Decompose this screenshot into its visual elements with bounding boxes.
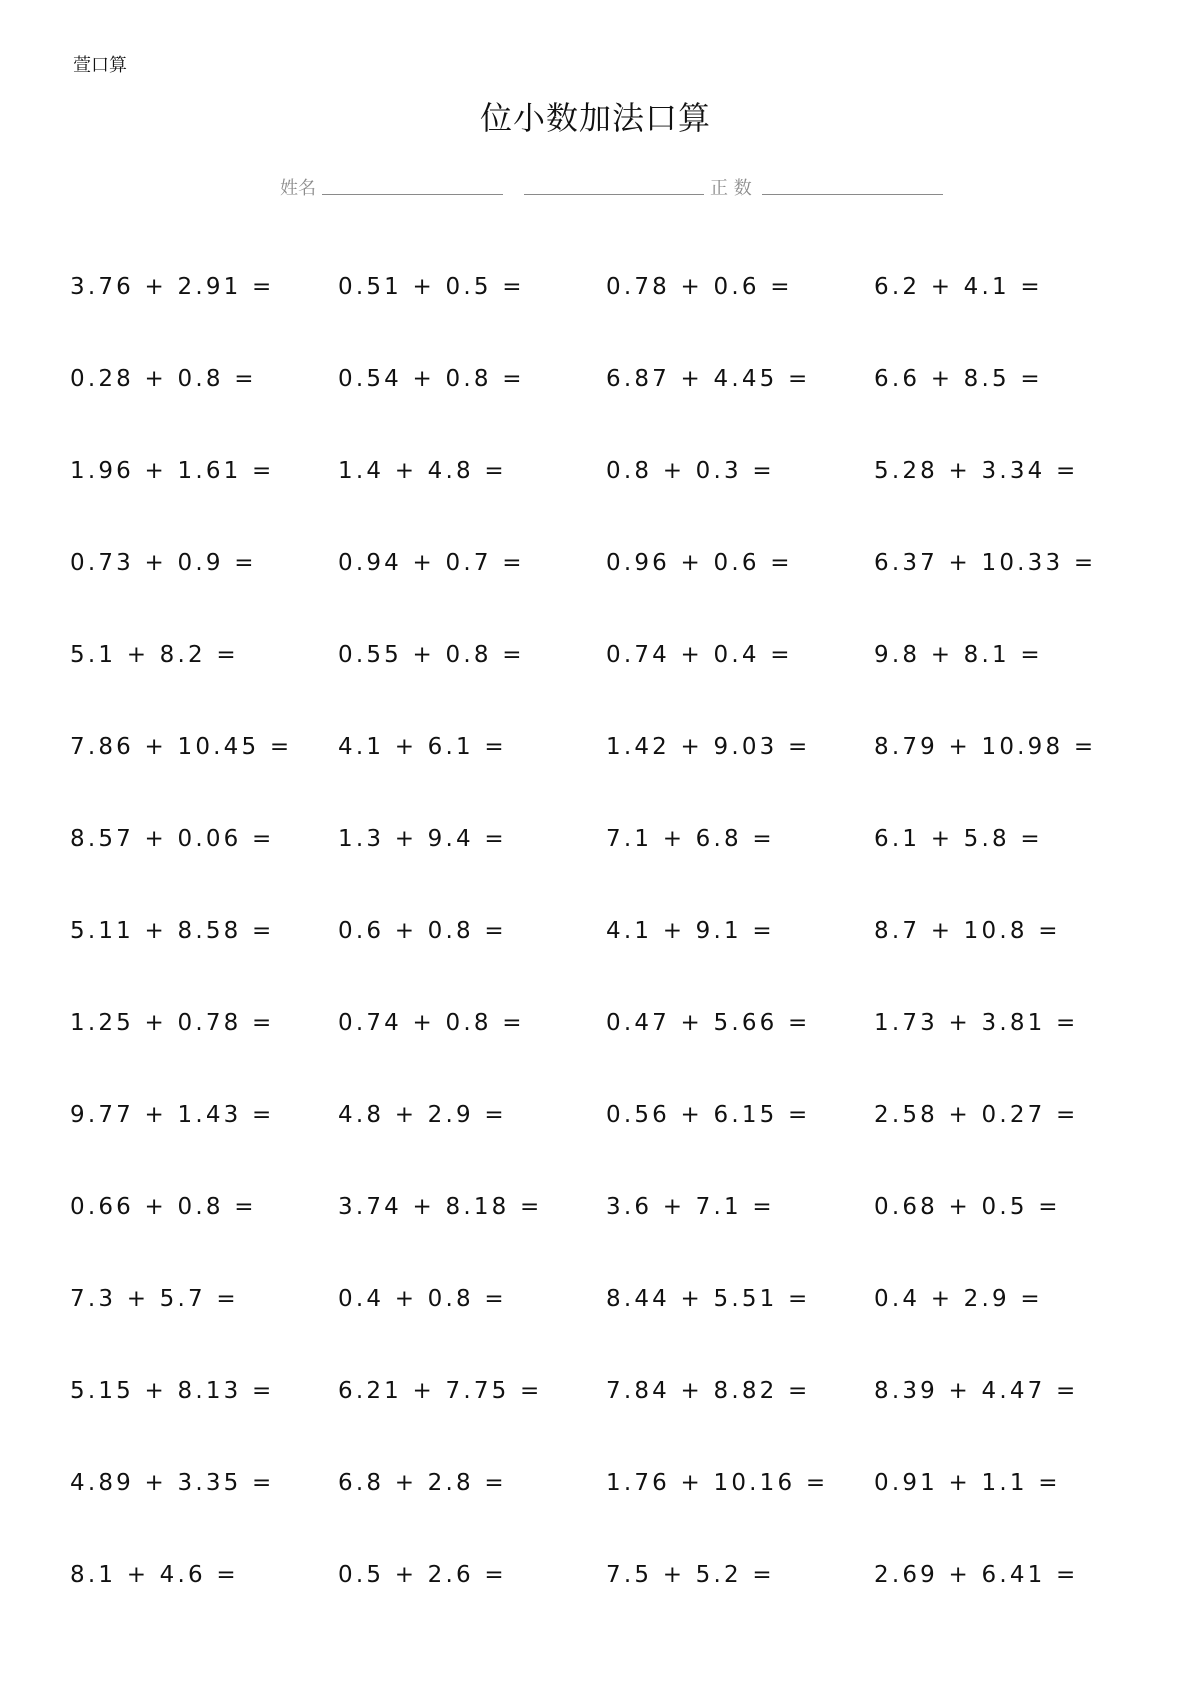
- problem-item: 2.69 + 6.41 =: [874, 1562, 1079, 1588]
- problem-item: 1.3 + 9.4 =: [338, 826, 507, 852]
- problem-item: 0.47 + 5.66 =: [606, 1010, 811, 1036]
- problem-item: 0.94 + 0.7 =: [338, 550, 525, 576]
- problem-item: 0.4 + 0.8 =: [338, 1286, 507, 1312]
- problem-item: 0.91 + 1.1 =: [874, 1470, 1061, 1496]
- problem-item: 0.78 + 0.6 =: [606, 274, 793, 300]
- problem-item: 0.55 + 0.8 =: [338, 642, 525, 668]
- problem-item: 7.1 + 6.8 =: [606, 826, 775, 852]
- problem-item: 3.76 + 2.91 =: [70, 274, 275, 300]
- problem-item: 8.7 + 10.8 =: [874, 918, 1061, 944]
- problem-item: 6.21 + 7.75 =: [338, 1378, 543, 1404]
- problem-item: 0.74 + 0.8 =: [338, 1010, 525, 1036]
- problem-item: 3.74 + 8.18 =: [338, 1194, 543, 1220]
- problem-item: 6.37 + 10.33 =: [874, 550, 1097, 576]
- problem-item: 9.77 + 1.43 =: [70, 1102, 275, 1128]
- problem-item: 5.11 + 8.58 =: [70, 918, 275, 944]
- problem-item: 0.96 + 0.6 =: [606, 550, 793, 576]
- problem-item: 6.1 + 5.8 =: [874, 826, 1043, 852]
- problem-item: 0.66 + 0.8 =: [70, 1194, 257, 1220]
- problem-item: 8.57 + 0.06 =: [70, 826, 275, 852]
- problem-item: 0.54 + 0.8 =: [338, 366, 525, 392]
- corner-label: 萱口算: [73, 55, 127, 76]
- problem-item: 4.1 + 6.1 =: [338, 734, 507, 760]
- problem-item: 0.4 + 2.9 =: [874, 1286, 1043, 1312]
- problem-item: 8.79 + 10.98 =: [874, 734, 1097, 760]
- name-blank[interactable]: [322, 194, 503, 195]
- problem-item: 0.28 + 0.8 =: [70, 366, 257, 392]
- score-label: 正 数: [710, 178, 752, 199]
- problem-item: 1.42 + 9.03 =: [606, 734, 811, 760]
- problem-item: 1.73 + 3.81 =: [874, 1010, 1079, 1036]
- problem-item: 0.68 + 0.5 =: [874, 1194, 1061, 1220]
- problem-item: 6.8 + 2.8 =: [338, 1470, 507, 1496]
- problem-item: 0.73 + 0.9 =: [70, 550, 257, 576]
- class-blank[interactable]: [524, 194, 704, 195]
- problem-item: 6.6 + 8.5 =: [874, 366, 1043, 392]
- problem-item: 4.89 + 3.35 =: [70, 1470, 275, 1496]
- problem-item: 1.76 + 10.16 =: [606, 1470, 829, 1496]
- problem-item: 7.5 + 5.2 =: [606, 1562, 775, 1588]
- problem-item: 8.1 + 4.6 =: [70, 1562, 239, 1588]
- problem-item: 9.8 + 8.1 =: [874, 642, 1043, 668]
- problem-item: 4.1 + 9.1 =: [606, 918, 775, 944]
- problem-item: 1.4 + 4.8 =: [338, 458, 507, 484]
- problem-item: 0.51 + 0.5 =: [338, 274, 525, 300]
- problem-item: 7.86 + 10.45 =: [70, 734, 293, 760]
- problem-item: 8.44 + 5.51 =: [606, 1286, 811, 1312]
- problem-item: 5.28 + 3.34 =: [874, 458, 1079, 484]
- problem-item: 4.8 + 2.9 =: [338, 1102, 507, 1128]
- problem-item: 0.56 + 6.15 =: [606, 1102, 811, 1128]
- problem-item: 0.8 + 0.3 =: [606, 458, 775, 484]
- page-title: 位小数加法口算: [479, 99, 711, 137]
- problem-item: 5.15 + 8.13 =: [70, 1378, 275, 1404]
- problem-item: 2.58 + 0.27 =: [874, 1102, 1079, 1128]
- problem-item: 5.1 + 8.2 =: [70, 642, 239, 668]
- problem-item: 0.6 + 0.8 =: [338, 918, 507, 944]
- name-label: 姓名: [280, 178, 316, 199]
- problem-item: 7.3 + 5.7 =: [70, 1286, 239, 1312]
- score-blank[interactable]: [762, 194, 943, 195]
- problem-item: 0.74 + 0.4 =: [606, 642, 793, 668]
- problem-item: 1.25 + 0.78 =: [70, 1010, 275, 1036]
- problem-item: 0.5 + 2.6 =: [338, 1562, 507, 1588]
- problem-item: 8.39 + 4.47 =: [874, 1378, 1079, 1404]
- info-line: [0, 176, 1191, 202]
- problem-item: 7.84 + 8.82 =: [606, 1378, 811, 1404]
- problem-grid: [70, 262, 1130, 1642]
- problem-item: 3.6 + 7.1 =: [606, 1194, 775, 1220]
- problem-item: 6.2 + 4.1 =: [874, 274, 1043, 300]
- problem-item: 6.87 + 4.45 =: [606, 366, 811, 392]
- problem-item: 1.96 + 1.61 =: [70, 458, 275, 484]
